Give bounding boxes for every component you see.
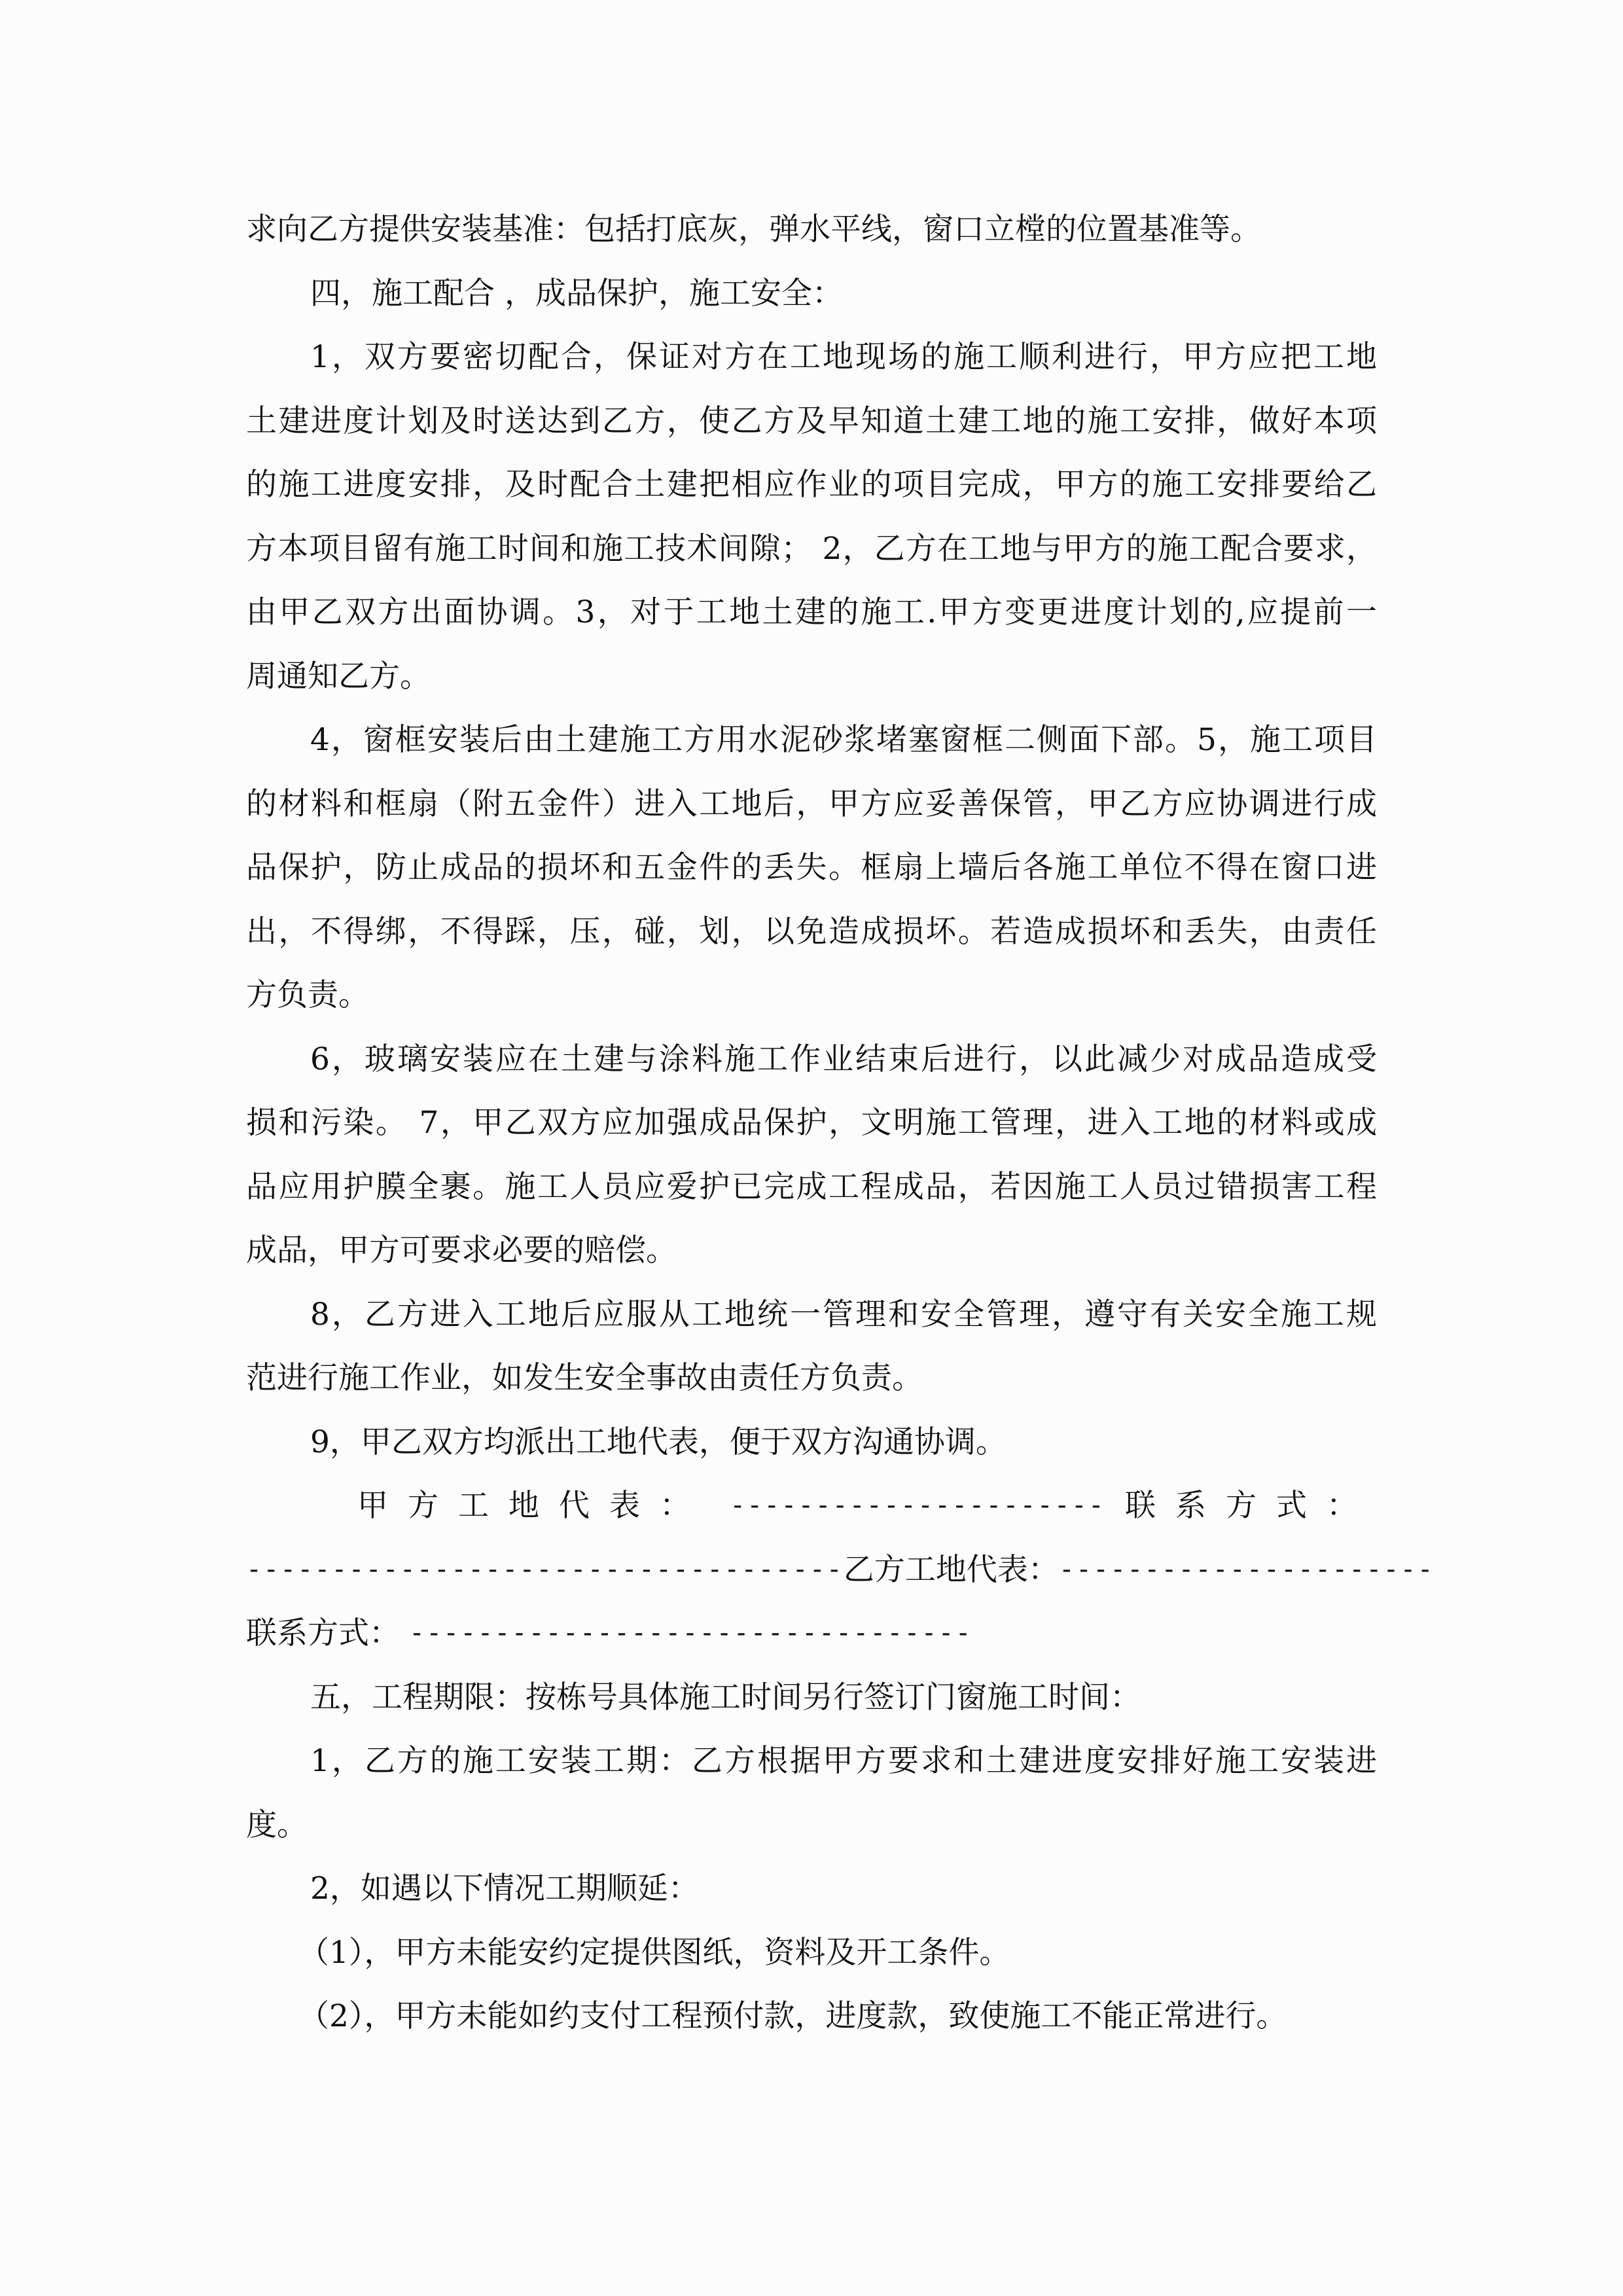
p-5-2-2	[246, 1984, 1377, 2049]
signature-row-party-b	[246, 1538, 1435, 1602]
party-a-contact-blank[interactable]: -----------------------------------	[246, 1554, 844, 1585]
p-5-2-1	[246, 1921, 1377, 1985]
p-item-4-5	[246, 708, 1377, 1028]
document-body-lower	[246, 1666, 1377, 2049]
p-standards-tail	[246, 198, 1377, 262]
text-line: 的材料和框扇（附五金件）进入工地后，甲方应妥善保管，甲乙方应协调进行成	[246, 785, 1377, 822]
text-line: 品应用护膜全裹。施工人员应爱护已完成工程成品，若因施工人员过错损害工程	[246, 1168, 1377, 1205]
text-line: 土建进度计划及时送达到乙方，使乙方及早知道土建工地的施工安排，做好本项	[246, 403, 1377, 439]
text-line: （1），甲方未能安约定提供图纸，资料及开工条件。	[298, 1934, 1010, 1971]
text-line: 4，窗框安装后由土建施工方用水泥砂浆堵塞窗框二侧面下部。5，施工项目	[310, 722, 1377, 758]
text-line: 成品，甲方可要求必要的赔偿。	[246, 1232, 677, 1268]
text-line: 范进行施工作业，如发生安全事故由责任方负责。	[246, 1360, 923, 1396]
party-b-rep-blank[interactable]: ----------------------	[1058, 1554, 1435, 1585]
text-line: 的施工进度安排，及时配合土建把相应作业的项目完成，甲方的施工安排要给乙	[246, 467, 1377, 503]
p-item-9	[246, 1410, 1377, 1475]
p-5-2	[246, 1857, 1377, 1921]
party-a-rep-label: 甲方工地代表：	[357, 1488, 710, 1524]
text-line: 由甲乙双方出面协调。3，对于工地土建的施工.甲方变更进度计划的,应提前一	[246, 594, 1377, 630]
text-line: 2，如遇以下情况工期顺延：	[310, 1871, 699, 1907]
text-line: 五，工程期限：按栋号具体施工时间另行签订门窗施工时间：	[310, 1679, 1141, 1715]
text-line: 1，乙方的施工安装工期：乙方根据甲方要求和土建进度安排好施工安装进	[310, 1743, 1377, 1779]
party-a-rep-blank[interactable]: ----------------------	[730, 1490, 1105, 1520]
document-page	[246, 198, 1435, 2049]
p-item-6-7	[246, 1028, 1377, 1283]
p-item-8	[246, 1283, 1377, 1410]
text-line: 周通知乙方。	[246, 658, 431, 694]
text-line: 品保护，防止成品的损坏和五金件的丢失。框扇上墙后各施工单位不得在窗口进	[246, 850, 1377, 886]
text-line: 度。	[246, 1806, 308, 1843]
p-item-1-3	[246, 325, 1377, 708]
party-b-contact-blank[interactable]: ---------------------------------	[409, 1618, 972, 1648]
section-4-heading	[246, 262, 1377, 326]
party-b-rep-label: 乙方工地代表：	[843, 1551, 1059, 1588]
section-5-heading	[246, 1666, 1377, 1730]
text-line: 求向乙方提供安装基准：包括打底灰，弹水平线，窗口立樘的位置基准等。	[246, 211, 1261, 247]
text-line: 6，玻璃安装应在土建与涂料施工作业结束后进行，以此减少对成品造成受	[310, 1041, 1377, 1077]
p-5-1	[246, 1729, 1377, 1857]
party-b-contact-label: 联系方式：	[246, 1615, 400, 1651]
text-line: 8，乙方进入工地后应服从工地统一管理和安全管理，遵守有关安全施工规	[310, 1296, 1377, 1333]
text-line: 方本项目留有施工时间和施工技术间隙； 2，乙方在工地与甲方的施工配合要求，	[246, 530, 1377, 567]
signature-row-party-a	[246, 1474, 1377, 1538]
signature-row-party-b-contact	[246, 1602, 1377, 1666]
text-line: 1，双方要密切配合，保证对方在工地现场的施工顺利进行，甲方应把工地	[310, 339, 1377, 375]
text-line: （2），甲方未能如约支付工程预付款，进度款，致使施工不能正常进行。	[298, 1998, 1287, 2034]
text-line: 出，不得绑，不得踩，压，碰，划，以免造成损坏。若造成损坏和丢失，由责任	[246, 913, 1377, 950]
text-line: 损和污染。 7，甲乙双方应加强成品保护，文明施工管理，进入工地的材料或成	[246, 1105, 1377, 1141]
text-line: 方负责。	[246, 977, 369, 1013]
text-line: 四，施工配合 ，成品保护，施工安全：	[310, 275, 843, 312]
party-a-contact-label: 联系方式：	[1125, 1488, 1377, 1524]
text-line: 9，甲乙双方均派出工地代表，便于双方沟通协调。	[310, 1424, 1007, 1460]
document-body-upper	[246, 198, 1377, 1474]
